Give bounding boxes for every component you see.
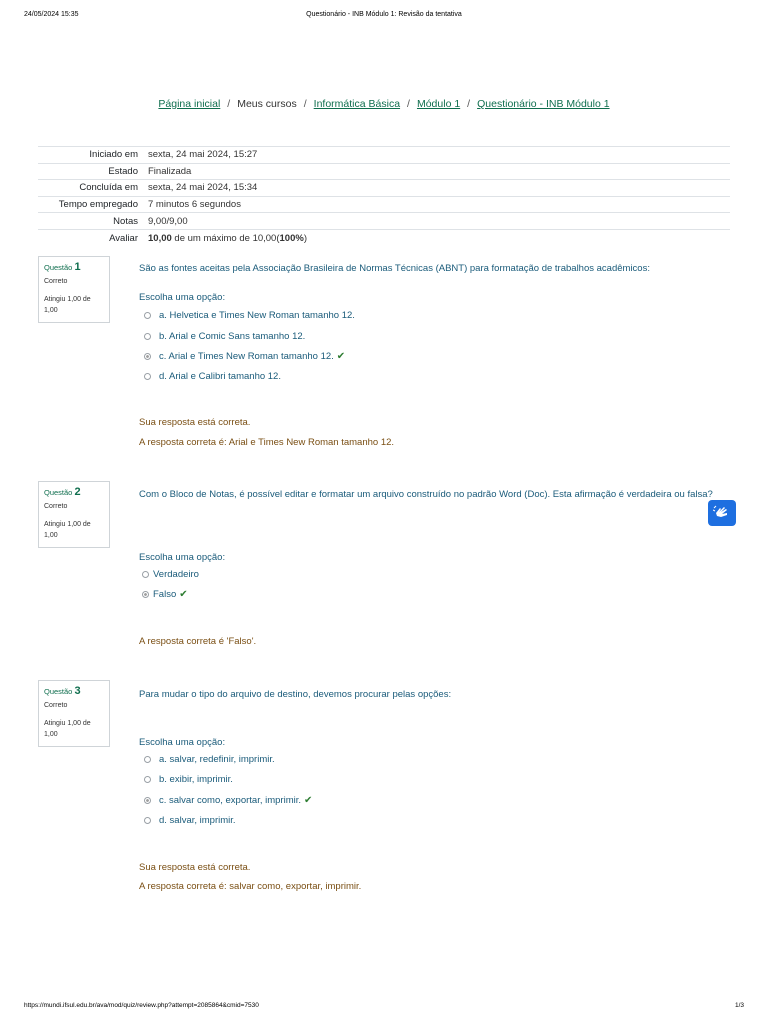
q1-option-a[interactable]: a. Helvetica e Times New Roman tamanho 12. (144, 310, 355, 321)
question-text-1: São as fontes aceitas pela Associação Brasileira de Normas Técnicas (ABNT) para formatação de trabalhos acadêmicos: (139, 263, 650, 274)
question-state: Correto (44, 278, 68, 285)
print-title: Questionário - INB Módulo 1: Revisão da tentativa (306, 11, 462, 18)
q2-option-false[interactable]: Falso ✔ (142, 589, 188, 600)
right-answer: A resposta correta é: Arial e Times New Roman tamanho 12. (139, 437, 395, 448)
right-answer: A resposta correta é 'Falso'. (139, 636, 257, 647)
checkmark-icon: ✔ (179, 589, 188, 600)
breadcrumb-quiz-link[interactable]: Questionário - INB Módulo 1 (477, 98, 610, 110)
print-page-number: 1/3 (734, 1002, 744, 1009)
choose-option-prompt: Escolha uma opção: (139, 737, 226, 748)
summary-row-time: Tempo empregado 7 minutos 6 segundos (38, 196, 730, 213)
q3-option-a[interactable]: a. salvar, redefinir, imprimir. (144, 754, 275, 765)
checkmark-icon: ✔ (336, 351, 346, 362)
question-grade: Atingiu 1,00 de 1,00 (44, 296, 91, 315)
question-info-1: Questão 1 Correto Atingiu 1,00 de 1,00 (38, 256, 110, 323)
radio-button[interactable] (144, 817, 151, 824)
feedback-correct: Sua resposta está correta. (139, 862, 251, 873)
checkmark-icon: ✔ (304, 795, 313, 806)
print-url: https://mundi.ifsul.edu.br/ava/mod/quiz/review.php?attempt=2085864&cmid=7530 (24, 1002, 259, 1009)
sign-language-icon (713, 504, 731, 523)
question-state: Correto (44, 702, 68, 709)
question-state: Correto (44, 503, 68, 510)
summary-row-marks: Notas 9,00/9,00 (38, 213, 730, 230)
radio-button[interactable] (142, 571, 149, 578)
summary-row-completed: Concluída em sexta, 24 mai 2024, 15:34 (38, 180, 730, 197)
radio-button-selected[interactable] (144, 797, 151, 804)
breadcrumb-my-courses: Meus cursos (237, 98, 297, 110)
q3-option-c[interactable]: c. salvar como, exportar, imprimir. ✔ (144, 795, 312, 806)
print-date: 24/05/2024 15:35 (24, 11, 79, 18)
radio-button[interactable] (144, 776, 151, 783)
attempt-summary-table (38, 146, 730, 246)
right-answer: A resposta correta é: salvar como, exportar, imprimir. (139, 881, 362, 892)
breadcrumb-module-link[interactable]: Módulo 1 (416, 98, 461, 110)
radio-button[interactable] (144, 312, 151, 319)
q3-option-d[interactable]: d. salvar, imprimir. (144, 815, 236, 826)
choose-option-prompt: Escolha uma opção: (139, 292, 226, 303)
question-text-2: Com o Bloco de Notas, é possível editar e formatar um arquivo construído no padrão Word (Doc). Esta afirmação é verdadeira ou falsa? (139, 489, 713, 500)
breadcrumb: Página inicial / Meus cursos / Informática Básica / Módulo 1 / Questionário - INB Módulo 1 (158, 98, 610, 110)
q1-option-b[interactable]: b. Arial e Comic Sans tamanho 12. (144, 331, 305, 342)
summary-row-state: Estado Finalizada (38, 163, 730, 180)
breadcrumb-course-link[interactable]: Informática Básica (313, 98, 401, 110)
radio-button[interactable] (144, 373, 151, 380)
q1-option-d[interactable]: d. Arial e Calibri tamanho 12. (144, 371, 281, 382)
q2-option-true[interactable]: Verdadeiro (142, 569, 199, 580)
radio-button[interactable] (144, 333, 151, 340)
radio-button[interactable] (144, 756, 151, 763)
q1-option-c[interactable]: c. Arial e Times New Roman tamanho 12. ✔ (144, 351, 345, 362)
question-info-3: Questão 3 Correto Atingiu 1,00 de 1,00 (38, 680, 110, 747)
question-grade: Atingiu 1,00 de 1,00 (44, 521, 91, 540)
summary-row-grade: Avaliar 10,00 de um máximo de 10,00(100%) (38, 229, 730, 246)
radio-button-selected[interactable] (144, 353, 151, 360)
breadcrumb-home-link[interactable]: Página inicial (158, 98, 221, 110)
choose-option-prompt: Escolha uma opção: (139, 552, 226, 563)
question-grade: Atingiu 1,00 de 1,00 (44, 720, 91, 739)
radio-button-selected[interactable] (142, 591, 149, 598)
question-info-2: Questão 2 Correto Atingiu 1,00 de 1,00 (38, 481, 110, 548)
summary-row-started: Iniciado em sexta, 24 mai 2024, 15:27 (38, 147, 730, 164)
sign-language-button[interactable] (708, 500, 736, 526)
question-text-3: Para mudar o tipo do arquivo de destino, devemos procurar pelas opções: (139, 689, 452, 700)
feedback-correct: Sua resposta está correta. (139, 417, 251, 428)
q3-option-b[interactable]: b. exibir, imprimir. (144, 774, 233, 785)
